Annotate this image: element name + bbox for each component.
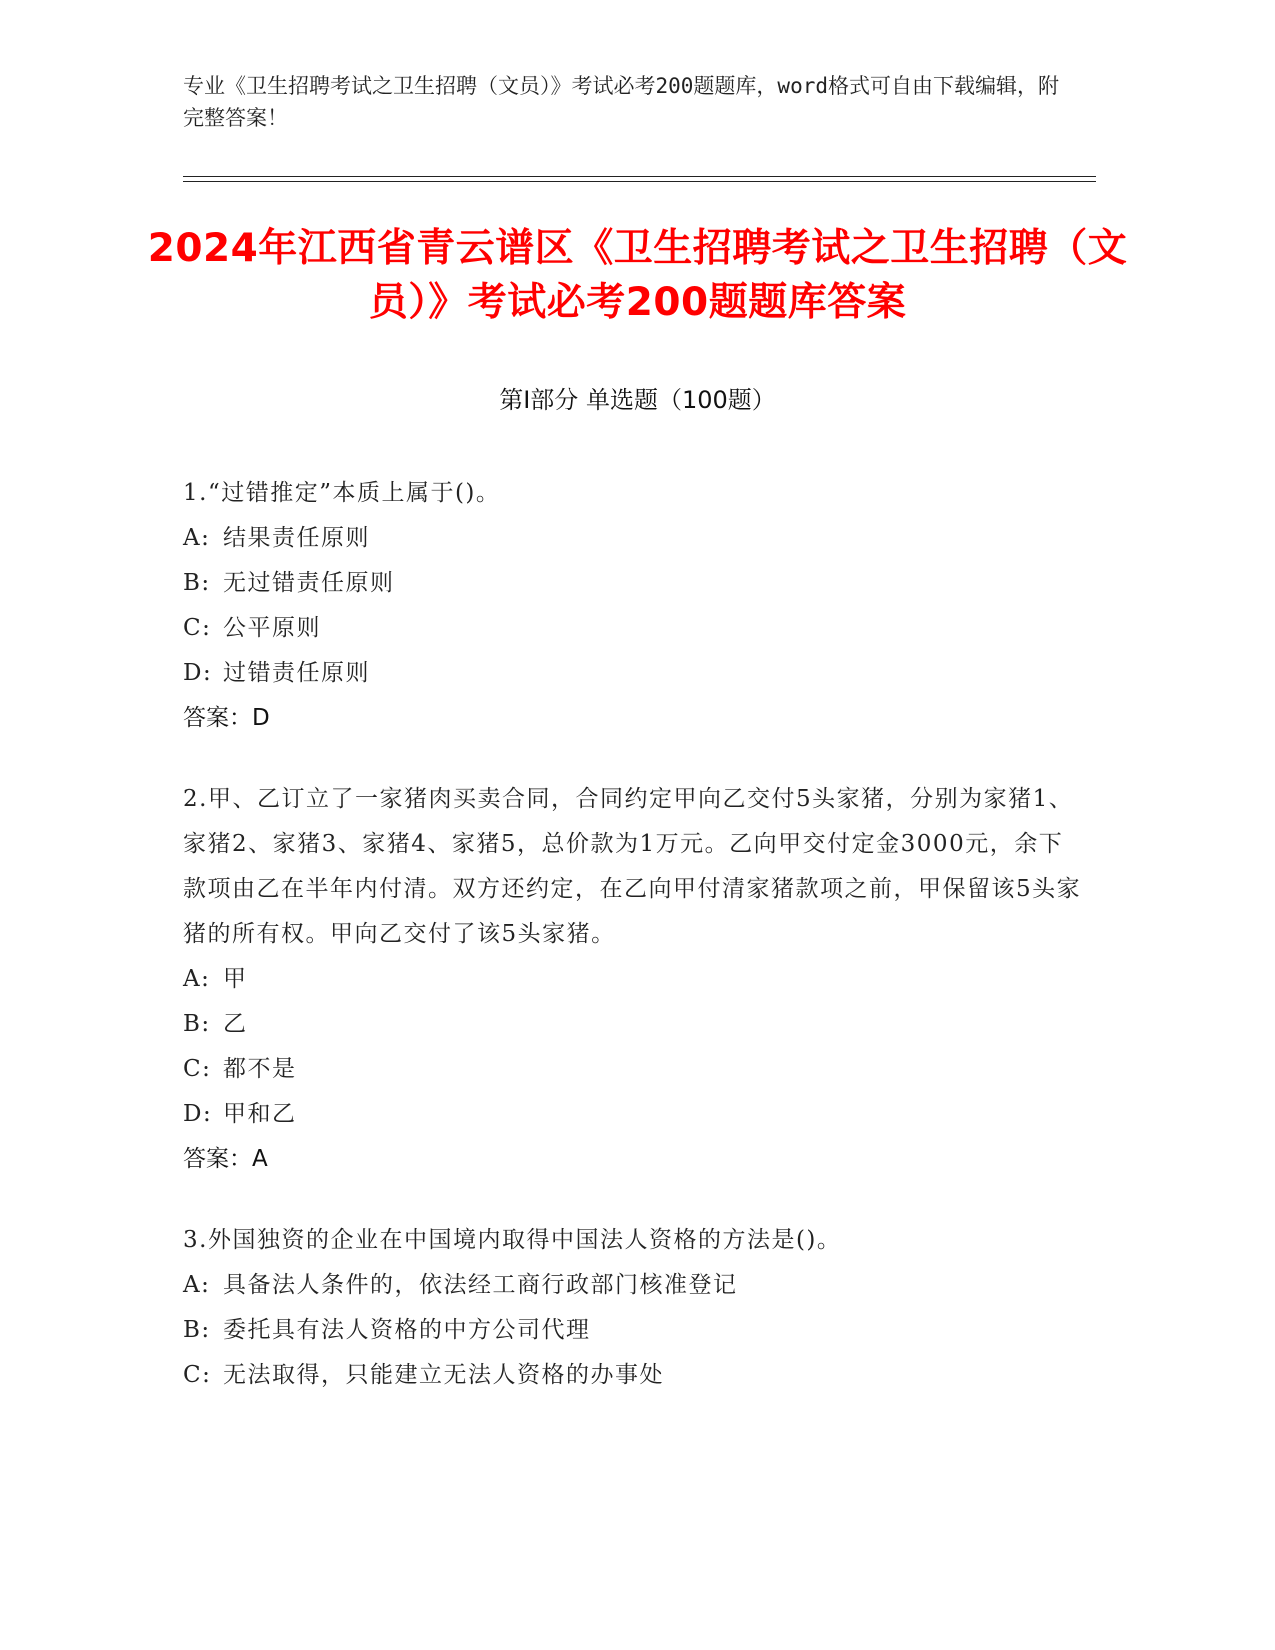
option-c	[183, 1353, 1083, 1398]
option-c	[183, 1047, 1083, 1092]
section-heading: 第Ⅰ部分 单选题（100题）	[499, 386, 776, 414]
option-text: 无法取得，只能建立无法人资格的办事处	[223, 1362, 664, 1388]
option-text: 过错责任原则	[223, 660, 370, 686]
document-title: 2024年江西省青云谱区《卫生招聘考试之卫生招聘（文员）》考试必考200题题库答案	[147, 226, 1128, 325]
option-text: 乙	[223, 1011, 248, 1037]
option-key: A:	[183, 1272, 211, 1298]
option-b	[183, 1308, 1083, 1353]
option-d	[183, 1092, 1083, 1137]
question-1	[183, 471, 1083, 741]
option-text: 公平原则	[223, 615, 321, 641]
option-b	[183, 561, 1083, 606]
question-text: 2.甲、乙订立了一家猪肉买卖合同，合同约定甲向乙交付5头家猪，分别为家猪1、家猪2、家猪3、家猪4、家猪5，总价款为1万元。乙向甲交付定金3000元，余下款项由乙在半年内付清。双方还约定，在乙向甲付清家猪款项之前，甲保留该5头家猪的所有权。甲向乙交付了该5头家猪。	[183, 786, 1082, 947]
option-key: C:	[183, 615, 212, 641]
question-2	[183, 777, 1083, 1182]
option-text: 都不是	[223, 1056, 297, 1082]
option-a	[183, 957, 1083, 1002]
question-text: 3.外国独资的企业在中国境内取得中国法人资格的方法是()。	[183, 1227, 842, 1253]
option-text: 委托具有法人资格的中方公司代理	[223, 1317, 591, 1343]
option-b	[183, 1002, 1083, 1047]
option-text: 无过错责任原则	[223, 570, 395, 596]
header-divider-bottom	[183, 181, 1096, 182]
question-text: 1.“过错推定”本质上属于()。	[183, 480, 501, 506]
option-key: B:	[183, 1011, 211, 1037]
option-text: 甲	[223, 966, 248, 992]
option-d	[183, 651, 1083, 696]
header-divider-top	[183, 176, 1096, 177]
option-key: C:	[183, 1056, 212, 1082]
answer-label: 答案：D	[183, 705, 270, 731]
question-3	[183, 1218, 1083, 1398]
option-text: 结果责任原则	[223, 525, 370, 551]
header-note: 专业《卫生招聘考试之卫生招聘（文员）》考试必考200题题库，word格式可自由下载编辑，附完整答案！	[183, 74, 1059, 130]
option-a	[183, 1263, 1083, 1308]
option-key: A:	[183, 966, 211, 992]
option-key: D:	[183, 660, 213, 686]
option-key: C:	[183, 1362, 212, 1388]
option-key: B:	[183, 570, 211, 596]
option-a	[183, 516, 1083, 561]
option-c	[183, 606, 1083, 651]
option-text: 甲和乙	[223, 1101, 297, 1127]
option-key: D:	[183, 1101, 213, 1127]
answer-label: 答案：A	[183, 1146, 268, 1172]
option-key: B:	[183, 1317, 211, 1343]
option-key: A:	[183, 525, 211, 551]
option-text: 具备法人条件的，依法经工商行政部门核准登记	[223, 1272, 738, 1298]
question-list	[183, 471, 1083, 1434]
